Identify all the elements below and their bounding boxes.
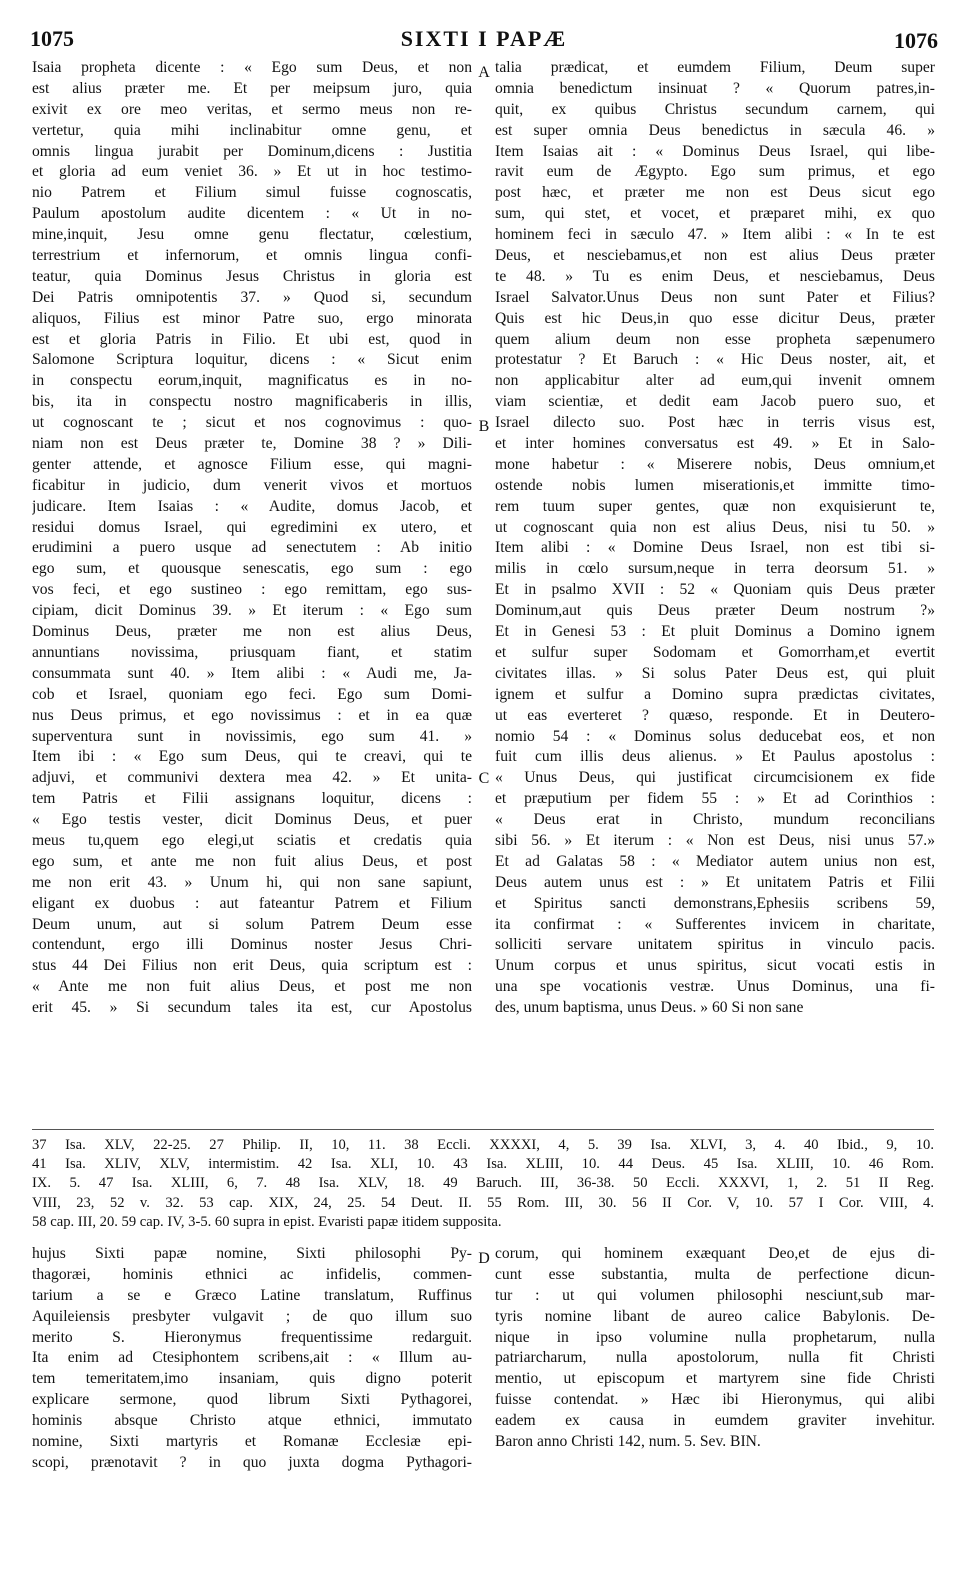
text-line: et præputium per fidem 55 : » Et ad Corinthios : bbox=[495, 790, 935, 808]
text-line: IX. 5. 47 Isa. XLIII, 6, 7. 48 Isa. XLV, 18. 49 Baruch. III, 36-38. 50 Eccli. XXXVI, 1, 2. 51 II Reg. bbox=[32, 1175, 934, 1192]
text-line: exivit ex ore meo veritas, et sermo meus non re- bbox=[32, 100, 472, 118]
text-line: « Deus erat in Christo, mundum reconcilians bbox=[495, 811, 935, 829]
text-line: civitates illas. » Si solus Pater Deus est, qui pluit bbox=[495, 664, 935, 682]
text-line: ut eas everteret ? quæso, responde. Et in Deutero- bbox=[495, 706, 935, 724]
text-line: est et gloria Patris in Filio. Et ubi est, quod in bbox=[32, 330, 472, 348]
text-line: sibi 56. » Et iterum : « Non est Deus, nisi unus 57.» bbox=[495, 831, 935, 849]
text-line: 37 Isa. XLV, 22-25. 27 Philip. II, 10, 11. 38 Eccli. XXXXI, 4, 5. 39 Isa. XLVI, 3, 4. 40 Ibid., 9, 10. bbox=[32, 1137, 934, 1153]
text-line: ostende nobis lumen miserationis,et immitte timo- bbox=[495, 476, 935, 494]
text-line: tem temeritatem,imo insaniam, quis digno poterit bbox=[32, 1370, 472, 1388]
text-line: una spe vocationis vestræ. Unus Dominus, una fi- bbox=[495, 978, 935, 996]
text-line: 41 Isa. XLIV, XLV, intermistim. 42 Isa. XLI, 10. 43 Isa. XLIII, 10. 44 Deus. 45 Isa. XLIII, 10. 46 Rom. bbox=[32, 1156, 934, 1173]
text-line: « Ante me non fuit alius Deus, et post me non bbox=[32, 978, 472, 996]
text-line: est super omnia Deus benedictus in sæcula 46. » bbox=[495, 121, 935, 139]
text-line: bis, ita in conspectu nostro magnificaberis in illis, bbox=[32, 393, 472, 411]
footnotes bbox=[32, 1136, 934, 1232]
text-line: Baron anno Christi 142, num. 5. Sev. BIN. bbox=[495, 1433, 761, 1451]
text-line: tarium a se e Græco Latine translatum, Ruffinus bbox=[32, 1286, 472, 1304]
text-line: adjuvi, et communivi dextera mea 42. » Et unita- bbox=[32, 769, 472, 787]
text-line: et sulfur super Sodomam et Gomorrham,et evertit bbox=[495, 643, 935, 661]
running-title: SIXTI I PAPÆ bbox=[400, 26, 568, 51]
text-line: 58 cap. III, 20. 59 cap. IV, 3-5. 60 supra in epist. Evaristi papæ itidem supposita. bbox=[32, 1213, 502, 1230]
text-line: nio Patrem et Filium simul fuisse cognoscatis, bbox=[32, 184, 472, 202]
text-line: Dominus Deus, præter me non est alius Deus, bbox=[32, 623, 472, 641]
text-line: Item Isaias ait : « Dominus Deus Israel, qui libe- bbox=[495, 142, 935, 160]
right-column-main-text bbox=[495, 58, 935, 1019]
margin-letter-a: A bbox=[478, 64, 490, 81]
text-line: stus 44 Dei Filius non erit Deus, quia scriptum est : bbox=[32, 957, 472, 975]
text-line: scopi, prænotavit ? in quo juxta dogma Pythagori- bbox=[32, 1453, 472, 1471]
text-line: sum, qui stet, et vocet, et præparet mihi, ex quo bbox=[495, 205, 935, 223]
text-line: annuntians novissima, priusquam fiant, et statim bbox=[32, 643, 472, 661]
text-line: erit 45. » Si secundum tales ita est, cur Apostolus bbox=[32, 999, 472, 1017]
text-line: Unum corpus et unus spiritus, sicut vocati estis in bbox=[495, 957, 935, 975]
text-line: quit, ex quibus Christus secundum carnem, qui bbox=[495, 100, 935, 118]
text-line: omnia benedictum insinuat ? « Quorum patres,in- bbox=[495, 79, 935, 97]
text-line: Item alibi : « Domine Deus Israel, non est tibi si- bbox=[495, 539, 935, 557]
text-line: tyris nomine libant de aureo calice Babylonis. De- bbox=[495, 1307, 935, 1325]
text-line: rem tuum super gentes, quæ non exquisierunt te, bbox=[495, 497, 935, 515]
text-line: cunt esse substantia, multa de perfectione dicun- bbox=[495, 1265, 935, 1283]
text-line: genter attende, et agnosce Filium esse, qui magni- bbox=[32, 455, 472, 473]
text-line: erudimini a puero usque ad senectutem : Ab initio bbox=[32, 539, 472, 557]
text-line: Israel dilecto suo. Post hæc in terris visus est, bbox=[495, 414, 935, 432]
text-line: cipiam, dicit Dominus 39. » Et iterum : « Ego sum bbox=[32, 602, 472, 620]
text-line: eadem ex causa in eumdem graviter invehitur. bbox=[495, 1412, 935, 1430]
left-column-main-text bbox=[32, 58, 472, 1019]
text-line: patriarcharum, nulla apostolorum, nulla fit Christi bbox=[495, 1349, 935, 1367]
text-line: Item ibi : « Ego sum Deus, qui te creavi, qui te bbox=[32, 748, 472, 766]
text-line: corum, qui hominem exæquant Deo,et de ejus di- bbox=[495, 1245, 935, 1262]
text-line: thagoræi, hominis ethnici ac infidelis, commen- bbox=[32, 1265, 472, 1283]
text-line: nus Deus primus, et ego novissimus : et in ea quæ bbox=[32, 706, 472, 724]
text-line: nomine, Sixti martyris et Romanæ Ecclesiæ epi- bbox=[32, 1433, 472, 1451]
text-line: Deus autem unus est : » Et unitatem Patris et Filii bbox=[495, 873, 935, 891]
text-line: milis in cœlo sursum,neque in terra deorsum 51. » bbox=[495, 560, 935, 578]
text-line: meus tu,quem ego elegi,ut sciatis et credatis quia bbox=[32, 831, 472, 849]
text-line: superventura sunt in novissimis, ego sum 41. » bbox=[32, 727, 472, 745]
text-line: nique in ipso volumine nulla prophetarum, nulla bbox=[495, 1328, 935, 1346]
text-line: ficabitur in judicio, dum venerit vivos et mortuos bbox=[32, 476, 472, 494]
text-line: VIII, 23, 52 v. 32. 53 cap. XIX, 24, 25. 54 Deut. II. 55 Rom. III, 30. 56 II Cor. V, 10. 57 I Cor. VIII, 4. bbox=[32, 1194, 934, 1211]
text-line: vertetur, quia mihi inclinabitur omne genu, et bbox=[32, 121, 472, 139]
text-line: ut cognoscant quia non est alius Deus, nisi tu 50. » bbox=[495, 518, 935, 536]
text-line: protestatur ? Et Baruch : « Hic Deus noster, ait, et bbox=[495, 351, 935, 369]
text-line: vos feci, et ego sustineo : ego remittam, ego sus- bbox=[32, 581, 472, 599]
text-line: Dei Patris omnipotentis 37. » Quod si, secundum bbox=[32, 288, 472, 306]
page-number-left: 1075 bbox=[30, 26, 74, 51]
text-line: hujus Sixti papæ nomine, Sixti philosophi Py- bbox=[32, 1245, 472, 1262]
text-line: et Spiritus sancti demonstrans,Ephesiis scribens 59, bbox=[495, 894, 935, 912]
text-line: Paulum apostolum audite dicentem : « Ut in no- bbox=[32, 205, 472, 223]
text-line: in conspectu eorum,inquit, magnificatus es in no- bbox=[32, 372, 472, 390]
text-line: mone habetur : « Miserere nobis, Deus omnium,et bbox=[495, 455, 935, 473]
text-line: hominis absque Christo atque ethnici, immutato bbox=[32, 1412, 472, 1430]
text-line: « Unus Deus, qui justificat circumcisionem ex fide bbox=[495, 769, 935, 787]
text-line: nomio 54 : « Dominus solus deducebat eos, et non bbox=[495, 727, 935, 745]
text-line: quem alium deum non esse propheta sæpenumero bbox=[495, 330, 935, 348]
text-line: te 48. » Tu es enim Deus, et nesciebamus, Deus bbox=[495, 267, 935, 285]
text-line: Aquileiensis presbyter vulgavit ; de quo illum suo bbox=[32, 1307, 472, 1325]
text-line: Isaia propheta dicente : « Ego sum Deus, et non bbox=[32, 59, 472, 76]
text-line: mentio, ut episcopum et martyrem sine fide Christi bbox=[495, 1370, 935, 1388]
text-line: me non erit 43. » Unum hi, qui non sane sapiunt, bbox=[32, 873, 472, 891]
text-line: niam non est Deus præter te, Domine 38 ? » Dili- bbox=[32, 435, 472, 453]
text-line: Quis est hic Deus,in quo esse dicitur Deus, præter bbox=[495, 309, 935, 327]
text-line: solliciti servare unitatem spiritus in vinculo pacis. bbox=[495, 936, 935, 954]
right-column-commentary bbox=[495, 1244, 935, 1453]
footnote-separator bbox=[32, 1129, 934, 1130]
text-line: contendunt, ergo illi Dominus noster Jesus Chri- bbox=[32, 936, 472, 954]
text-line: Deum unum, aut si solum Patrem Deum esse bbox=[32, 915, 472, 933]
text-line: post hæc, et præter me non est Deus sicut ego bbox=[495, 184, 935, 202]
text-line: fuit cum illis deus alienus. » Et Paulus apostolus : bbox=[495, 748, 935, 766]
text-line: des, unum baptisma, unus Deus. » 60 Si non sane bbox=[495, 999, 804, 1017]
text-line: viam scientiæ, et dedit eam Jacob puero suo, et bbox=[495, 393, 935, 411]
text-line: ravit eum de Ægypto. Ego sum primus, et ego bbox=[495, 163, 935, 181]
page-header bbox=[30, 20, 938, 54]
text-line: judicare. Item Isaias : « Audite, domus Jacob, et bbox=[32, 497, 472, 515]
text-line: ego sum, et quousque senescatis, ego sum : ego bbox=[32, 560, 472, 578]
text-line: merito S. Hieronymus frequentissime redarguit. bbox=[32, 1328, 472, 1346]
text-line: ita confirmat : « Sufferentes invicem in charitate, bbox=[495, 915, 935, 933]
text-line: ignem et sulfur a Domino supra prædictas civitates, bbox=[495, 685, 935, 703]
text-line: aliquos, Filius est minor Patre suo, ergo minorata bbox=[32, 309, 472, 327]
text-line: Et in Genesi 53 : Et pluit Dominus a Domino ignem bbox=[495, 623, 935, 641]
text-line: omnis lingua jurabit per Dominum,dicens : Justitia bbox=[32, 142, 472, 160]
text-line: hominem feci in sæculo 47. » Item alibi : « In te est bbox=[495, 226, 935, 244]
text-line: terrestrium et infernorum, et omnis lingua confi- bbox=[32, 247, 472, 265]
text-line: et gloria ad eum veniet 36. » Et ut in hoc testimo- bbox=[32, 163, 472, 181]
text-line: residui domus Israel, qui egredimini ex utero, et bbox=[32, 518, 472, 536]
text-line: ego sum, et ante me non fuit alius Deus, et post bbox=[32, 852, 472, 870]
page-number-right: 1076 bbox=[894, 28, 938, 53]
text-line: talia prædicat, et eumdem Filium, Deum super bbox=[495, 59, 935, 76]
text-line: mine,inquit, Jesu omne genu flectatur, cœlestium, bbox=[32, 226, 472, 244]
text-line: ut cognoscant te ; sicut et nos cognovimus : quo- bbox=[32, 414, 472, 432]
margin-letter-b: B bbox=[478, 418, 490, 435]
text-line: consummata sunt 40. » Item alibi : « Audi me, Ja- bbox=[32, 664, 472, 682]
text-line: Et in psalmo XVII : 52 « Quoniam quis Deus præter bbox=[495, 581, 935, 599]
margin-letter-c: C bbox=[478, 770, 490, 787]
text-line: Et ad Galatas 58 : « Mediator autem unius non est, bbox=[495, 852, 935, 870]
text-line: et inter homines conversatus est 49. » Et in Salo- bbox=[495, 435, 935, 453]
left-column-commentary bbox=[32, 1244, 472, 1474]
margin-letter-d: D bbox=[478, 1250, 490, 1267]
text-line: « Ego testis vester, dicit Dominus Deus, et puer bbox=[32, 811, 472, 829]
text-line: non applicabitur alter ad eum,qui invenit omnem bbox=[495, 372, 935, 390]
text-line: Salomone Scriptura loquitur, dicens : « Sicut enim bbox=[32, 351, 472, 369]
text-line: eligant ex duobus : aut fateantur Patrem et Filium bbox=[32, 894, 472, 912]
text-line: est alius præter me. Et per meipsum juro, quia bbox=[32, 79, 472, 97]
text-line: Israel Salvator.Unus Deus non sunt Pater et Filius? bbox=[495, 288, 935, 306]
text-line: Deus, et nesciebamus,et non est alius Deus præter bbox=[495, 247, 935, 265]
text-line: explicare sermone, quod librum Sixti Pythagorei, bbox=[32, 1391, 472, 1409]
text-line: Ita enim ad Ctesiphontem scribens,ait : « Illum au- bbox=[32, 1349, 472, 1367]
text-line: Dominum,aut quis Deus præter Deum nostrum ?» bbox=[495, 602, 935, 620]
text-line: teatur, quia Dominus Jesus Christus in gloria est bbox=[32, 267, 472, 285]
text-line: cob et Israel, quoniam ego feci. Ego sum Domi- bbox=[32, 685, 472, 703]
text-line: tur : ut qui volumen philosophi nesciunt,sub mar- bbox=[495, 1286, 935, 1304]
text-line: fuisse contendat. » Hæc ibi Hieronymus, qui alibi bbox=[495, 1391, 935, 1409]
text-line: tem Patris et Filii assignans loquitur, dicens : bbox=[32, 790, 472, 808]
